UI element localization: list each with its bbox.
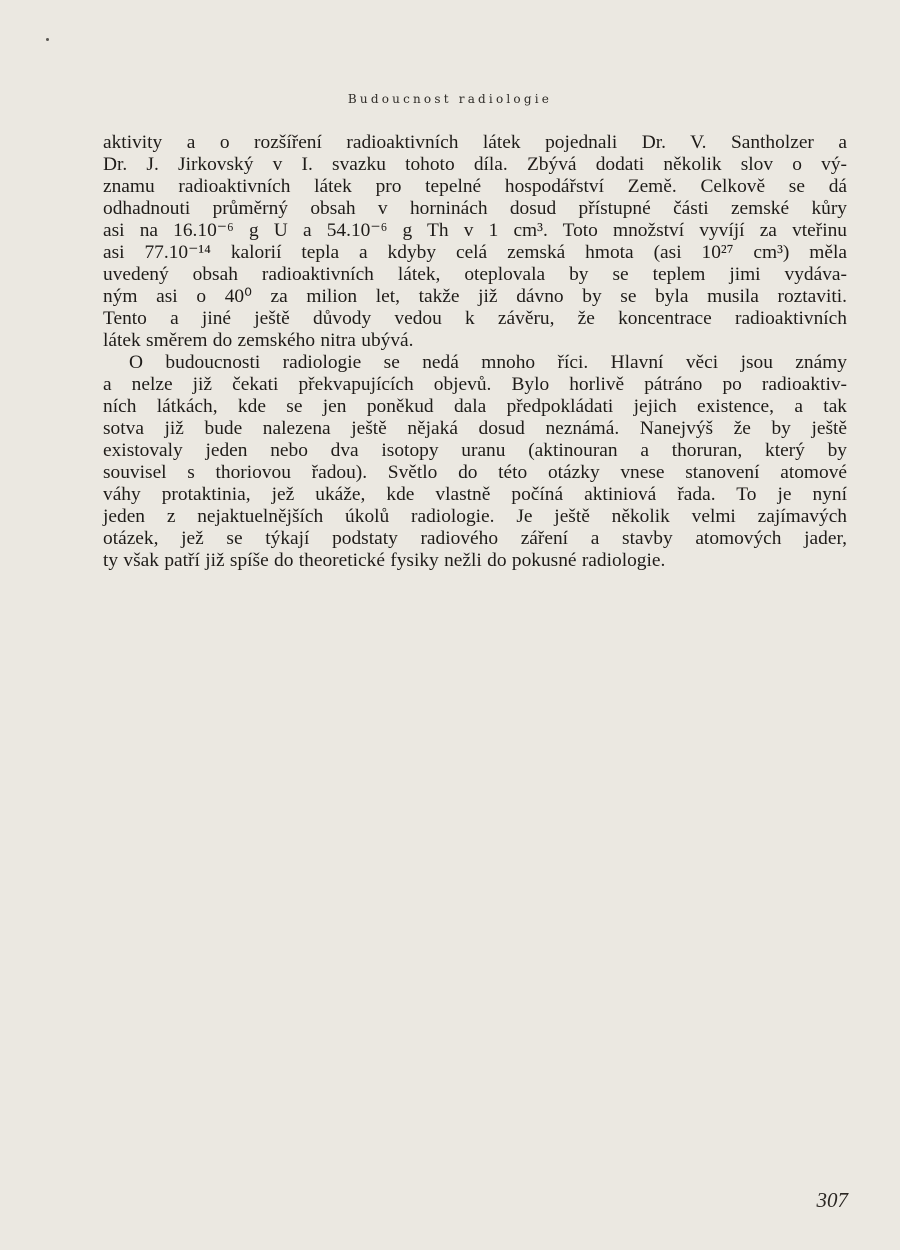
text-line: ným asi o 40⁰ za milion let, takže již dávno by se byla musila roztaviti. xyxy=(103,286,847,307)
text-line: otázek, jež se týkají podstaty radiového záření a stavby atomových jader, xyxy=(103,528,847,549)
text-line: ních látkách, kde se jen poněkud dala předpokládati jejich existence, a tak xyxy=(103,396,847,417)
text-line: uvedený obsah radioaktivních látek, oteplovala by se teplem jimi vydáva- xyxy=(103,264,847,285)
text-line: asi na 16.10⁻⁶ g U a 54.10⁻⁶ g Th v 1 cm³. Toto množství vyvíjí za vteřinu xyxy=(103,220,847,241)
text-line: O budoucnosti radiologie se nedá mnoho říci. Hlavní věci jsou známy xyxy=(129,352,847,373)
text-line: sotva již bude nalezena ještě nějaká dosud neznámá. Nanejvýš že by ještě xyxy=(103,418,847,439)
running-head: Budoucnost radiologie xyxy=(347,92,553,106)
text-line: Dr. J. Jirkovský v I. svazku tohoto díla. Zbývá dodati několik slov o vý- xyxy=(103,154,847,175)
text-line: Tento a jiné ještě důvody vedou k závěru, že koncentrace radioaktivních xyxy=(103,308,847,329)
body-text xyxy=(103,132,847,572)
text-line: látek směrem do zemského nitra ubývá. xyxy=(103,330,414,351)
text-line: a nelze již čekati překvapujících objevů. Bylo horlivě pátráno po radioaktiv- xyxy=(103,374,847,395)
text-line: souvisel s thoriovou řadou). Světlo do této otázky vnese stanovení atomové xyxy=(103,462,847,483)
text-line: odhadnouti průměrný obsah v horninách dosud přístupné části zemské kůry xyxy=(103,198,847,219)
text-line: váhy protaktinia, jež ukáže, kde vlastně počíná aktiniová řada. To je nyní xyxy=(103,484,847,505)
text-line: jeden z nejaktuelnějších úkolů radiologie. Je ještě několik velmi zajímavých xyxy=(103,506,847,527)
text-line: aktivity a o rozšíření radioaktivních látek pojednali Dr. V. Santholzer a xyxy=(103,132,847,153)
text-line: asi 77.10⁻¹⁴ kalorií tepla a kdyby celá zemská hmota (asi 10²⁷ cm³) měla xyxy=(103,242,847,263)
paragraph-2 xyxy=(103,352,847,572)
text-line: existovaly jeden nebo dva isotopy uranu (aktinouran a thoruran, který by xyxy=(103,440,847,461)
paragraph-1 xyxy=(103,132,847,352)
margin-dot xyxy=(46,38,49,41)
page-number: 307 xyxy=(816,1188,848,1212)
text-line: ty však patří již spíše do theoretické fysiky nežli do pokusné radiologie. xyxy=(103,550,666,571)
text-line: znamu radioaktivních látek pro tepelné hospodářství Země. Celkově se dá xyxy=(103,176,847,197)
